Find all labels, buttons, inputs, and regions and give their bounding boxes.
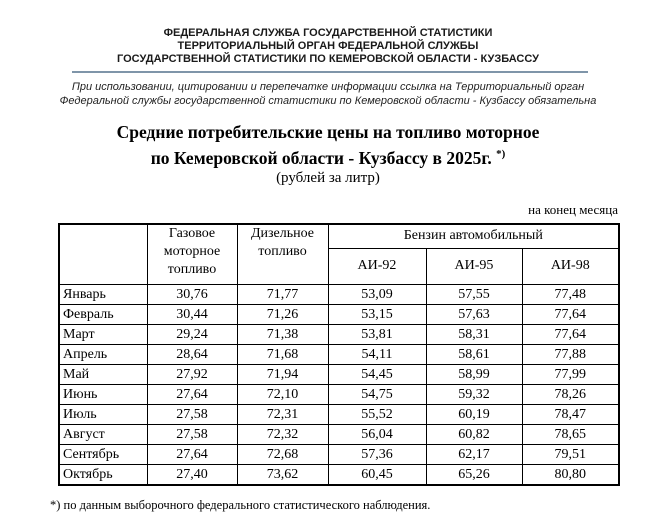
price-cell: 71,68 bbox=[237, 344, 328, 364]
month-cell: Сентябрь bbox=[59, 444, 147, 464]
price-cell: 27,92 bbox=[147, 364, 237, 384]
table-row bbox=[59, 424, 619, 444]
corner-cell bbox=[59, 224, 147, 285]
price-cell: 53,15 bbox=[328, 304, 426, 324]
price-cell: 71,94 bbox=[237, 364, 328, 384]
price-cell: 62,17 bbox=[426, 444, 522, 464]
price-cell: 79,51 bbox=[522, 444, 619, 464]
price-cell: 58,61 bbox=[426, 344, 522, 364]
footnote-marker: *) bbox=[496, 148, 506, 160]
price-cell: 65,26 bbox=[426, 464, 522, 485]
price-cell: 57,36 bbox=[328, 444, 426, 464]
price-cell: 72,68 bbox=[237, 444, 328, 464]
disclaimer-line-2: Федеральной службы государственной статистики по Кемеровской области - Кузбассу обязательна bbox=[59, 95, 597, 107]
unit-subtitle: (рублей за литр) bbox=[276, 169, 380, 186]
price-cell: 71,77 bbox=[237, 284, 328, 304]
month-cell: Март bbox=[59, 324, 147, 344]
price-cell: 55,52 bbox=[328, 404, 426, 424]
price-cell: 57,63 bbox=[426, 304, 522, 324]
fuel-price-table bbox=[58, 223, 620, 486]
price-cell: 29,24 bbox=[147, 324, 237, 344]
month-cell: Октябрь bbox=[59, 464, 147, 485]
col-header-ai92: АИ-92 bbox=[328, 248, 426, 284]
price-cell: 78,26 bbox=[522, 384, 619, 404]
price-cell: 78,47 bbox=[522, 404, 619, 424]
price-cell: 60,19 bbox=[426, 404, 522, 424]
price-cell: 59,32 bbox=[426, 384, 522, 404]
col-header-ai98: АИ-98 bbox=[522, 248, 619, 284]
table-row bbox=[59, 464, 619, 485]
month-cell: Апрель bbox=[59, 344, 147, 364]
price-cell: 72,10 bbox=[237, 384, 328, 404]
table-row bbox=[59, 284, 619, 304]
price-cell: 27,40 bbox=[147, 464, 237, 485]
price-cell: 27,64 bbox=[147, 384, 237, 404]
price-cell: 57,55 bbox=[426, 284, 522, 304]
price-cell: 27,58 bbox=[147, 424, 237, 444]
col-header-gas: Газовое моторное топливо bbox=[147, 224, 237, 285]
price-cell: 77,88 bbox=[522, 344, 619, 364]
price-cell: 54,11 bbox=[328, 344, 426, 364]
table-row bbox=[59, 384, 619, 404]
price-cell: 54,45 bbox=[328, 364, 426, 384]
org-header bbox=[0, 27, 656, 66]
price-cell: 56,04 bbox=[328, 424, 426, 444]
org-header-line-3: ГОСУДАРСТВЕННОЙ СТАТИСТИКИ ПО КЕМЕРОВСКОЙ ОБЛАСТИ - КУЗБАССУ bbox=[117, 53, 539, 65]
price-cell: 28,64 bbox=[147, 344, 237, 364]
price-cell: 71,38 bbox=[237, 324, 328, 344]
price-cell: 80,80 bbox=[522, 464, 619, 485]
price-cell: 30,44 bbox=[147, 304, 237, 324]
price-cell: 72,31 bbox=[237, 404, 328, 424]
month-cell: Январь bbox=[59, 284, 147, 304]
price-cell: 72,32 bbox=[237, 424, 328, 444]
price-cell: 53,09 bbox=[328, 284, 426, 304]
month-cell: Июль bbox=[59, 404, 147, 424]
price-cell: 53,81 bbox=[328, 324, 426, 344]
price-cell: 27,58 bbox=[147, 404, 237, 424]
col-header-ai95: АИ-95 bbox=[426, 248, 522, 284]
table-row bbox=[59, 324, 619, 344]
disclaimer-line-1: При использовании, цитировании и перепечатке информации ссылка на Территориальный орган bbox=[71, 81, 585, 93]
title-line-2: по Кемеровской области - Кузбассу в 2025г. *) bbox=[150, 147, 506, 168]
price-cell: 77,64 bbox=[522, 324, 619, 344]
price-cell: 71,26 bbox=[237, 304, 328, 324]
table-row bbox=[59, 444, 619, 464]
price-cell: 78,65 bbox=[522, 424, 619, 444]
month-cell: Август bbox=[59, 424, 147, 444]
table-row bbox=[59, 344, 619, 364]
header-row-1 bbox=[59, 224, 619, 249]
price-cell: 54,75 bbox=[328, 384, 426, 404]
separator-line bbox=[72, 71, 588, 73]
price-cell: 60,82 bbox=[426, 424, 522, 444]
price-cell: 77,99 bbox=[522, 364, 619, 384]
col-header-petrol-group: Бензин автомобильный bbox=[328, 224, 619, 249]
org-header-line-2: ТЕРРИТОРИАЛЬНЫЙ ОРГАН ФЕДЕРАЛЬНОЙ СЛУЖБЫ bbox=[177, 40, 479, 52]
table-row bbox=[59, 304, 619, 324]
col-header-diesel: Дизельное топливо bbox=[237, 224, 328, 285]
usage-disclaimer bbox=[0, 80, 656, 108]
price-cell: 30,76 bbox=[147, 284, 237, 304]
price-cell: 58,99 bbox=[426, 364, 522, 384]
org-header-line-1: ФЕДЕРАЛЬНАЯ СЛУЖБА ГОСУДАРСТВЕННОЙ СТАТИСТИКИ bbox=[163, 27, 493, 39]
month-cell: Май bbox=[59, 364, 147, 384]
period-note: на конец месяца bbox=[528, 201, 618, 217]
document-title bbox=[0, 121, 656, 169]
footnote: *) по данным выборочного федерального статистического наблюдения. bbox=[50, 497, 431, 512]
table-row bbox=[59, 364, 619, 384]
month-cell: Июнь bbox=[59, 384, 147, 404]
price-cell: 73,62 bbox=[237, 464, 328, 485]
price-cell: 77,64 bbox=[522, 304, 619, 324]
table-row bbox=[59, 404, 619, 424]
price-cell: 77,48 bbox=[522, 284, 619, 304]
price-cell: 27,64 bbox=[147, 444, 237, 464]
price-cell: 58,31 bbox=[426, 324, 522, 344]
price-cell: 60,45 bbox=[328, 464, 426, 485]
month-cell: Февраль bbox=[59, 304, 147, 324]
title-line-1: Средние потребительские цены на топливо моторное bbox=[116, 122, 540, 142]
